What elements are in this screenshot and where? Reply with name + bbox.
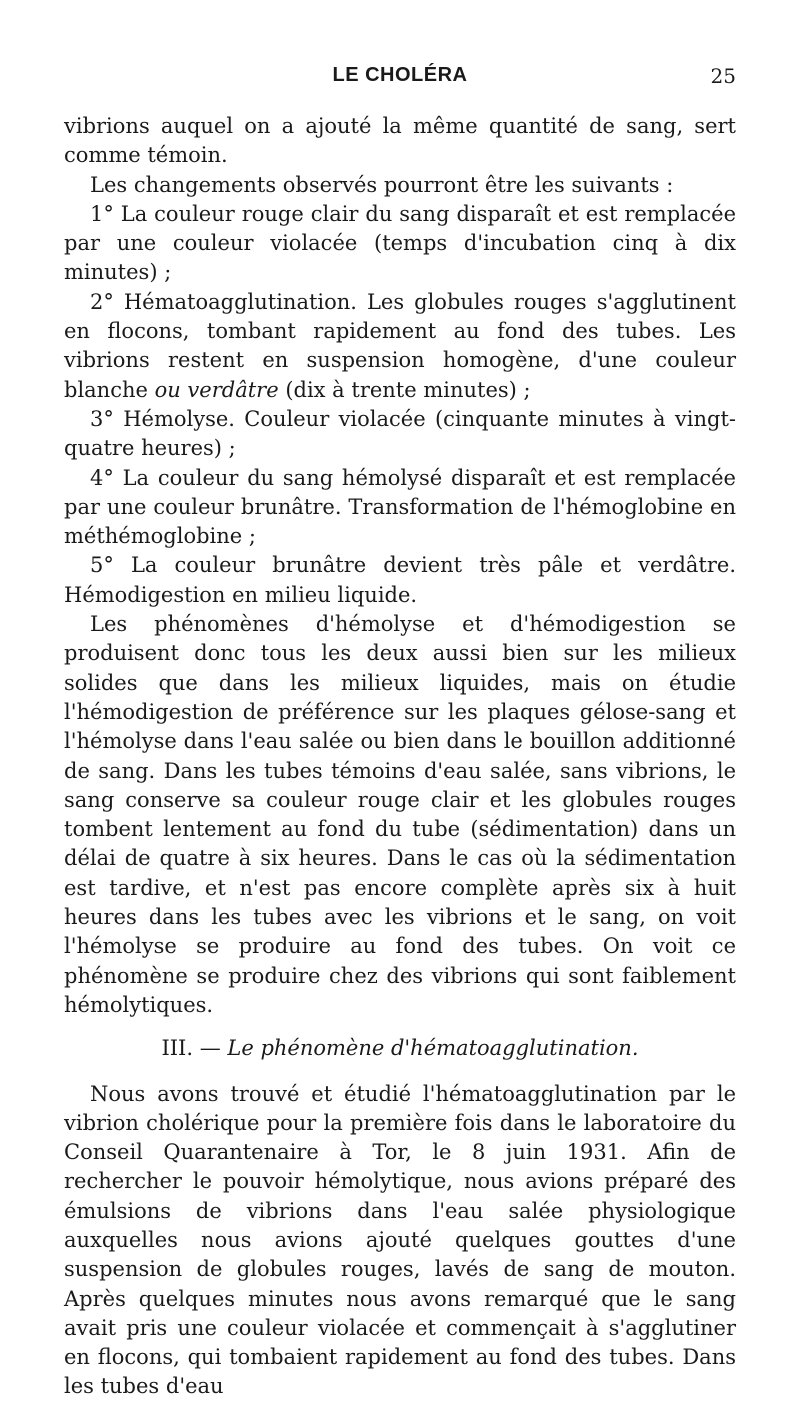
- section-title: Le phénomène d'hématoagglutination.: [227, 1036, 639, 1061]
- section-heading: [64, 1034, 736, 1063]
- list-item-1: 1° La couleur rouge clair du sang disparaît et est remplacée par une couleur violacée (temps d'incubation cinq à dix minutes) ;: [64, 201, 736, 285]
- list-item-2-italic: ou verdâtre: [154, 377, 279, 402]
- list-item-2-text-a: 2° Hématoagglutination. Les globules rouges s'agglutinent en flocons, tombant rapidement au fond des tubes. Les vibrions restent en suspension homogène, d'une couleur blanche: [64, 289, 736, 402]
- running-title: LE CHOLÉRA: [332, 64, 468, 86]
- page-number: 25: [710, 64, 736, 88]
- page-body: [64, 112, 736, 1402]
- paragraph-intro-list: Les changements observés pourront être les suivants :: [90, 172, 674, 197]
- list-item-5: 5° La couleur brunâtre devient très pâle et verdâtre. Hémodigestion en milieu liquide.: [64, 553, 736, 607]
- paragraph-hemolysis: Les phénomènes d'hémolyse et d'hémodigestion se produisent donc tous les deux aussi bien sur les milieux solides que dans les milieux liquides, mais on étudie l'hémodigestion de préférence sur les plaques gélose-sang et l'hémolyse dans l'eau salée ou bien dans le bouillon additionné de sang. Dans les tubes témoins d'eau salée, sans vibrions, le sang conserve sa couleur rouge clair et les globules rouges tombent lentement au fond du tube (sédimentation) dans un délai de quatre à six heures. Dans le cas où la sédimentation est tardive, et n'est pas encore complète après six à huit heures dans les tubes avec les vibrions et le sang, on voit l'hémolyse se produire au fond des tubes. On voit ce phénomène se produire chez des vibrions qui sont faiblement hémolytiques.: [64, 612, 736, 1017]
- paragraph-continuation: vibrions auquel on a ajouté la même quantité de sang, sert comme témoin.: [64, 114, 736, 168]
- list-item-2: [64, 288, 736, 405]
- list-item-4: 4° La couleur du sang hémolysé disparaît et est remplacée par une couleur brunâtre. Transformation de l'hémoglobine en méthémoglobine ;: [64, 465, 736, 549]
- section-number: III. —: [161, 1036, 228, 1061]
- page-header: [64, 64, 736, 94]
- paragraph-hematoagglutination: Nous avons trouvé et étudié l'hématoagglutination par le vibrion cholérique pour la première fois dans le laboratoire du Conseil Quarantenaire à Tor, le 8 juin 1931. Afin de rechercher le pouvoir hémolytique, nous avions préparé des émulsions de vibrions dans l'eau salée physiologique auxquelles nous avions ajouté quelques gouttes d'une suspension de globules rouges, lavés de sang de mouton. Après quelques minutes nous avons remarqué que le sang avait pris une couleur violacée et commençait à s'agglutiner en flocons, qui tombaient rapidement au fond des tubes. Dans les tubes d'eau: [64, 1081, 736, 1399]
- list-item-3: 3° Hémolyse. Couleur violacée (cinquante minutes à vingt-quatre heures) ;: [64, 406, 736, 461]
- list-item-2-text-b: (dix à trente minutes) ;: [278, 377, 531, 402]
